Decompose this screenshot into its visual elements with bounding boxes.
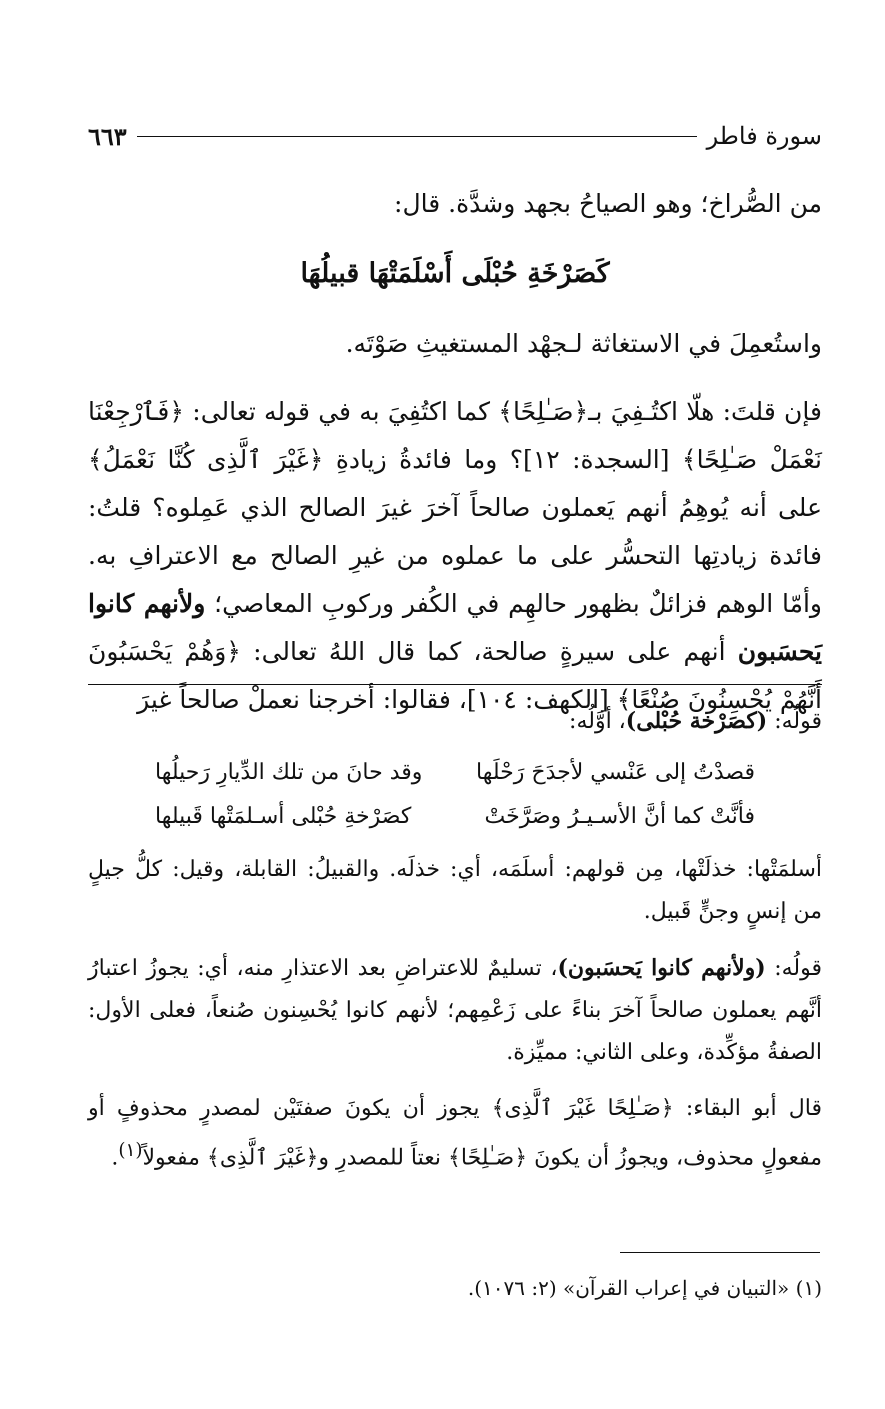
note-gap	[88, 933, 822, 947]
main-paragraph-bold: ولأنهم كانوا يَحسَبون	[88, 589, 822, 666]
page-number: ٦٦٣	[88, 121, 127, 151]
poem-row	[155, 795, 755, 839]
poem-hemistich-left: كصَرْخةِ حُبْلى أسـلمَتْها قَبيلها	[155, 804, 412, 829]
main-paragraph-tail: أنهم على سيرةٍ صالحة، كما قال اللهُ تعالى: ﴿وَهُمْ يَحْسَبُونَ أَنَّهُمْ يُحْسِنُونَ صُنْعًا﴾ [الكهف: ١٠٤]، فقالوا: أخرجنا نعملْ صالحاً غيرَ	[88, 637, 822, 714]
note-1-suffix: ، أوَّلُه:	[569, 709, 626, 734]
note-4	[88, 1088, 822, 1179]
poetry-verse: كَصَرْخَةِ حُبْلَى أَسْلَمَتْهَا قبيلُهَا	[300, 258, 610, 289]
note-4-text: قال أبو البقاء: ﴿صَـٰلِحًا غَيْرَ ٱلَّذِى﴾ يجوز أن يكونَ صفتَيْن لمصدرٍ محذوفٍ أو مفعولٍ محذوف، ويجوزُ أن يكونَ ﴿صَـٰلِحًا﴾ نعتاً للمصدرِ و﴿غَيْرَ ٱلَّذِى﴾ مفعولاً	[88, 1096, 822, 1171]
commentary-section	[88, 700, 822, 1179]
main-line-2: واستُعمِلَ في الاستغاثة لـجهْد المستغيثِ صَوْتَه.	[345, 329, 822, 358]
note-gap	[88, 1074, 822, 1088]
note-3-bold: (ولأنهم كانوا يَحسَبون)	[557, 955, 766, 981]
note-4-end: .	[111, 1145, 119, 1171]
header-rule	[137, 136, 697, 137]
commentary-separator	[88, 684, 822, 685]
note-1-prefix: قولُه:	[767, 709, 822, 734]
footnote-reference[interactable]: (١)	[118, 1140, 143, 1161]
main-line-1: من الصُّراخ؛ وهو الصياحُ بجهد وشدَّة. قال:	[394, 189, 822, 218]
note-3-prefix: قولُه:	[765, 956, 822, 981]
poem-hemistich-right: قصدْتُ إلى عَنْسي لأجدَحَ رَحْلَها	[476, 760, 755, 785]
main-paragraph-text: فإن قلتَ: هلّا اكتُـفِيَ بـ﴿صَـٰلِحًا﴾ كما اكتُفِيَ به في قوله تعالى: ﴿فَٱرْجِعْنَا نَعْمَلْ صَـٰلِحًا﴾ [السجدة: ١٢]؟ وما فائدةُ زيادةِ ﴿غَيْرَ ٱلَّذِى كُنَّا نَعْمَلُ﴾ على أنه يُوهِمُ أنهم يَعملون صالحاً آخرَ غيرَ الصالح الذي عَمِلوه؟ قلتُ: فائدة زيادتِها التحسُّر على ما عملوه من غيرِ الصالح مع الاعترافِ به. وأمّا الوهم فزائلٌ بظهور حالهِم في الكُفر وركوبِ المعاصي؛	[88, 397, 822, 618]
poem-row	[155, 751, 755, 795]
poem-block	[155, 751, 755, 839]
note-3-suffix: ، تسليمٌ للاعتراضِ بعد الاعتذارِ منه، أي: يجوزُ اعتبارُ أنَّهم يعملون صالحاً آخرَ بناءً على زَعْمِهم؛ لأنهم كانوا يُحْسِنون صُنعاً، فعلى الأول: الصفةُ مؤكِّدة، وعلى الثاني: مميِّزة.	[88, 956, 822, 1065]
note-2: أسلمَتْها: خذلَتْها، مِن قولهم: أسلَمَه، أي: خذلَه. والقبيلُ: القابلة، وقيل: كلُّ جيلٍ من إنسٍ وجنٍّ قَبيل.	[88, 857, 822, 924]
poem-hemistich-left: وقد حانَ من تلك الدِّيارِ رَحيلُها	[155, 760, 423, 785]
surah-title: سورة فاطر	[706, 122, 822, 150]
main-paragraph	[88, 388, 822, 724]
footnote-rule	[620, 1252, 820, 1253]
footnote: (١) «التبيان في إعراب القرآن» (٢: ١٠٧٦).	[467, 1276, 822, 1300]
note-3	[88, 947, 822, 1074]
page-header	[88, 116, 822, 156]
main-text	[88, 180, 822, 724]
note-1-bold: (كصَرْخة حُبْلى)	[625, 708, 768, 734]
note-1	[88, 700, 822, 743]
poem-hemistich-right: فأنَّتْ كما أنَّ الأسـيـرُ وصَرَّخَتْ	[484, 804, 755, 829]
paragraph-gap	[88, 368, 822, 388]
